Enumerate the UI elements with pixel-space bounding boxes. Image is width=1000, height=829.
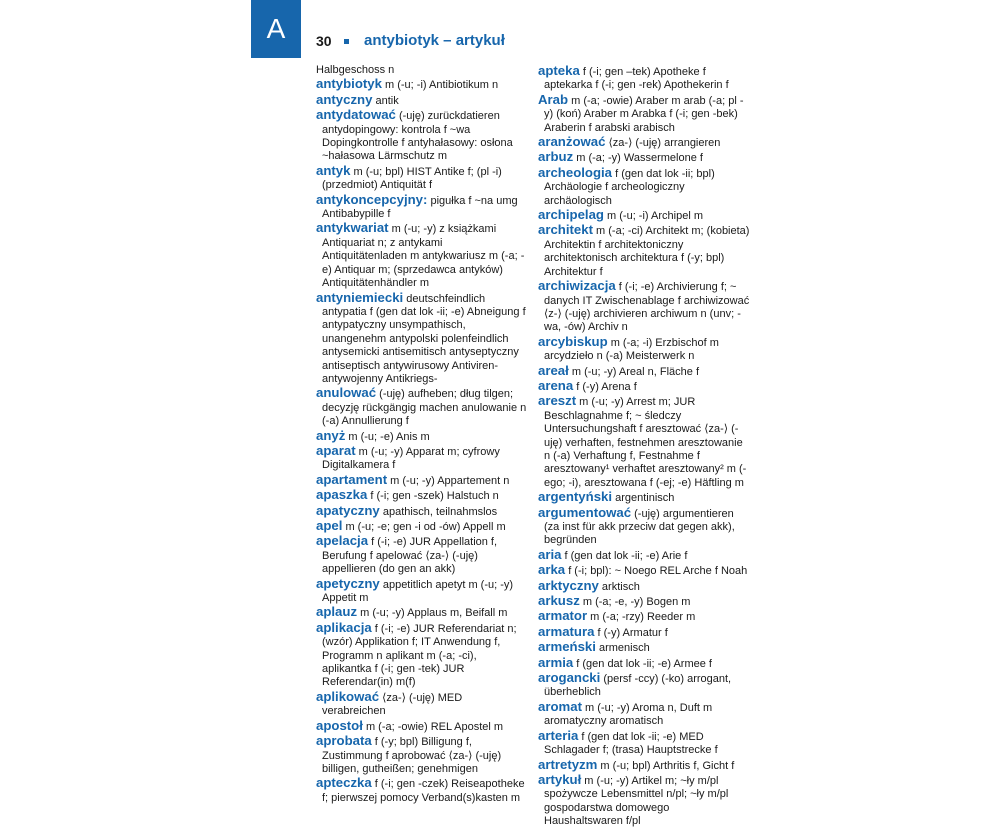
headword: armia: [538, 654, 574, 670]
headword: anyż: [316, 427, 346, 443]
dictionary-entry: aplikacja f (-i; -e) JUR Referendariat n; (wzór) Applikation f; IT Anwendung f, Programm n aplikant m (-a; -ci), aplikantka f (-i; gen -tek) JUR Referendar(in) m(f): [316, 619, 517, 689]
dictionary-entry: apelacja f (-i; -e) JUR Appellation f, Berufung f apelować ⟨za-⟩ (-uję) appellieren (do gen an akk): [316, 533, 498, 576]
dictionary-entry: apel m (-u; -e; gen -i od -ów) Appell m: [316, 518, 506, 533]
headword: anulować: [316, 385, 377, 401]
headword: aria: [538, 546, 562, 562]
dictionary-entry: archeologia f (gen dat lok -ii; bpl) Archäologie f archeologiczny archäologisch: [538, 164, 715, 207]
dictionary-entry: artykuł m (-u; -y) Artikel m; ~ły m/pl spożywcze Lebensmittel n/pl; ~ły m/pl gospodarstwa domowego Haushaltswaren f/pl: [538, 771, 729, 828]
dictionary-entry: argentyński argentinisch: [538, 489, 675, 505]
dictionary-entry: armeński armenisch: [538, 639, 650, 655]
dictionary-column-right: [538, 64, 750, 829]
headword: aparat: [316, 442, 356, 458]
headword: antykwariat: [316, 220, 389, 236]
headword: antyczny: [316, 91, 373, 107]
headword: apteczka: [316, 775, 372, 791]
headword: argentyński: [538, 489, 613, 505]
dictionary-column-left: [316, 64, 528, 805]
headword: arena: [538, 377, 574, 393]
headword: apostoł: [316, 717, 363, 733]
dictionary-entry: arteria f (gen dat lok -ii; -e) MED Schlagader f; (trasa) Hauptstrecke f: [538, 727, 718, 757]
dictionary-entry: artretyzm m (-u; bpl) Arthritis f, Gicht f: [538, 756, 735, 772]
headword: apelacja: [316, 533, 369, 549]
headword: artykuł: [538, 771, 582, 787]
headword: apteka: [538, 63, 580, 78]
headword: antykoncepcyjny:: [316, 191, 428, 207]
dictionary-entry: aprobata f (-y; bpl) Billigung f, Zustimmung f aprobować ⟨za-⟩ (-uję) billigen, gutheißen; genehmigen: [316, 733, 502, 775]
dictionary-entry: archiwizacja f (-i; -e) Archivierung f; ~ danych IT Zwischenablage f archiwizować ⟨z-⟩ (-uję) archivieren archiwum n (unv; -wa, -ów) Archiv n: [538, 278, 750, 334]
headword: armeński: [538, 639, 596, 655]
headword: aplikacja: [316, 619, 372, 635]
dictionary-entry: arkusz m (-a; -e, -y) Bogen m: [538, 593, 691, 609]
dictionary-entry: aplauz m (-u; -y) Applaus m, Beifall m: [316, 604, 508, 620]
dictionary-entry: aparat m (-u; -y) Apparat m; cyfrowy Digitalkamera f: [316, 442, 500, 472]
dictionary-entry: antybiotyk m (-u; -i) Antibiotikum n: [316, 76, 499, 92]
headword: artretyzm: [538, 756, 598, 772]
dictionary-entry: antydatować (-uję) zurückdatieren antydopingowy: kontrola f ~wa Dopingkontrolle f antyhałasowy: osłona ~hałasowa Lärmschutz m: [316, 107, 513, 163]
headword: architekt: [538, 222, 593, 238]
headword: apatyczny: [316, 502, 380, 518]
dictionary-entry: aromat m (-u; -y) Aroma n, Duft m aromatyczny aromatisch: [538, 698, 713, 728]
section-letter-tab: A: [251, 0, 301, 58]
headword: apaszka: [316, 487, 368, 503]
dictionary-entry: arena f (-y) Arena f: [538, 377, 637, 393]
dictionary-entry: arogancki (persf -ccy) (-ko) arrogant, überheblich: [538, 670, 732, 699]
dictionary-entry: antykoncepcyjny: pigułka f ~na umg Antibabypille f: [316, 191, 518, 221]
headword: arktyczny: [538, 577, 599, 593]
headword: apel: [316, 518, 343, 533]
dictionary-entry: apetyczny appetitlich apetyt m (-u; -y) Appetit m: [316, 575, 514, 605]
dictionary-entry: apostoł m (-a; -owie) REL Apostel m: [316, 717, 504, 733]
headword: aprobata: [316, 733, 372, 749]
dictionary-entry: anyż m (-u; -e) Anis m: [316, 427, 430, 443]
dictionary-entry: apatyczny apathisch, teilnahmslos: [316, 502, 498, 518]
headword: aplikować: [316, 688, 380, 704]
headword: antydatować: [316, 107, 396, 123]
dictionary-entry: antykwariat m (-u; -y) z książkami Antiquariat n; z antykami Antiquitätenladen m antykwariusz m (-a; -e) Antiquar m; (sprzedawca antyków) Antiquitätenhändler m: [316, 220, 525, 290]
dictionary-entry: argumentować (-uję) argumentieren (za inst für akk przeciw dat gegen akk), begründen: [538, 504, 735, 547]
headword: arka: [538, 562, 566, 578]
dictionary-entry: apteczka f (-i; gen -czek) Reiseapotheke f; pierwszej pomocy Verband(s)kasten m: [316, 775, 525, 804]
dictionary-entry: arcybiskup m (-a; -i) Erzbischof m arcydzieło n (-a) Meisterwerk n: [538, 333, 719, 363]
dictionary-entry: armatura f (-y) Armatur f: [538, 623, 668, 639]
headword: aplauz: [316, 604, 358, 620]
dictionary-entry: aranżować ⟨za-⟩ (-uję) arrangieren: [538, 134, 721, 150]
headword: arbuz: [538, 149, 574, 165]
dictionary-entry: apteka f (-i; gen –tek) Apotheke f aptekarka f (-i; gen -rek) Apothekerin f: [538, 63, 729, 92]
headword: argumentować: [538, 504, 632, 520]
dictionary-entry: apartament m (-u; -y) Appartement n: [316, 471, 510, 487]
headword: antyk: [316, 162, 351, 178]
dictionary-entry: Arab m (-a; -owie) Araber m arab (-a; pl -y) (koń) Araber m Arabka f (-i; gen -bek) Araberin f arabski arabisch: [538, 91, 744, 134]
dictionary-entry: anulować (-uję) aufheben; dług tilgen; decyzję rückgängig machen anulowanie n (-a) Annullierung f: [316, 385, 527, 428]
dictionary-entry: antyk m (-u; bpl) HIST Antike f; (pl -i) (przedmiot) Antiquität f: [316, 162, 502, 192]
dictionary-entry: armia f (gen dat lok -ii; -e) Armee f: [538, 654, 712, 670]
dictionary-entry: architekt m (-a; -ci) Architekt m; (kobieta) Architektin f architektoniczny architektonisch architektura f (-y; bpl) Architektur f: [538, 222, 750, 278]
dictionary-entry: archipelag m (-u; -i) Archipel m: [538, 207, 703, 223]
dictionary-entry: aplikować ⟨za-⟩ (-uję) MED verabreichen: [316, 688, 463, 718]
headword: apetyczny: [316, 575, 380, 591]
dictionary-entry: arbuz m (-a; -y) Wassermelone f: [538, 149, 703, 165]
page-number: 30: [316, 33, 332, 49]
headword: armatura: [538, 623, 595, 639]
dictionary-entry: arktyczny arktisch: [538, 577, 640, 593]
headword: arteria: [538, 727, 579, 743]
dictionary-entry: antyczny antik: [316, 91, 399, 107]
headword: archeologia: [538, 164, 613, 180]
headword: areał: [538, 362, 569, 378]
headword: apartament: [316, 471, 388, 487]
dictionary-entry: areał m (-u; -y) Areal n, Fläche f: [538, 362, 700, 378]
dictionary-entry: antyniemiecki deutschfeindlich antypatia f (gen dat lok -ii; -e) Abneigung f antypatyczny unsympathisch, unangenehm antypolski polenfeindlich antysemicki antisemitisch antyseptyczny antiseptisch antywirusowy Antiviren- antywojenny Antikriegs-: [316, 289, 526, 385]
dictionary-entry: armator m (-a; -rzy) Reeder m: [538, 608, 696, 624]
page-range-title: antybiotyk – artykuł: [364, 32, 505, 49]
headword: arogancki: [538, 670, 601, 686]
headword: antyniemiecki: [316, 289, 404, 305]
headword: areszt: [538, 393, 577, 409]
headword: aranżować: [538, 134, 606, 150]
headword: archiwizacja: [538, 278, 616, 294]
dictionary-entry: aria f (gen dat lok -ii; -e) Arie f: [538, 546, 688, 562]
headword: arcybiskup: [538, 333, 608, 349]
headword: antybiotyk: [316, 76, 382, 92]
headword: armator: [538, 608, 588, 624]
headword: arkusz: [538, 593, 580, 609]
dictionary-entry: apaszka f (-i; gen -szek) Halstuch n: [316, 487, 499, 503]
headword: archipelag: [538, 207, 604, 223]
headword: Arab: [538, 91, 569, 107]
dictionary-entry: areszt m (-u; -y) Arrest m; JUR Beschlagnahme f; ~ śledczy Untersuchungshaft f aresztować ⟨za-⟩ (-uję) verhaften, festnehmen aresztowanie n (-a) Verhaftung f, Festnahme f aresztowany¹ verhaftet aresztowany² m (-ego; -i), aresztowana f (-ej; -e) Häftling m: [538, 393, 747, 489]
dictionary-entry: arka f (-i; bpl): ~ Noego REL Arche f Noah: [538, 562, 748, 578]
headword: aromat: [538, 698, 582, 714]
dictionary-entry: Halbgeschoss n: [316, 64, 395, 76]
header-bullet: [344, 39, 349, 44]
